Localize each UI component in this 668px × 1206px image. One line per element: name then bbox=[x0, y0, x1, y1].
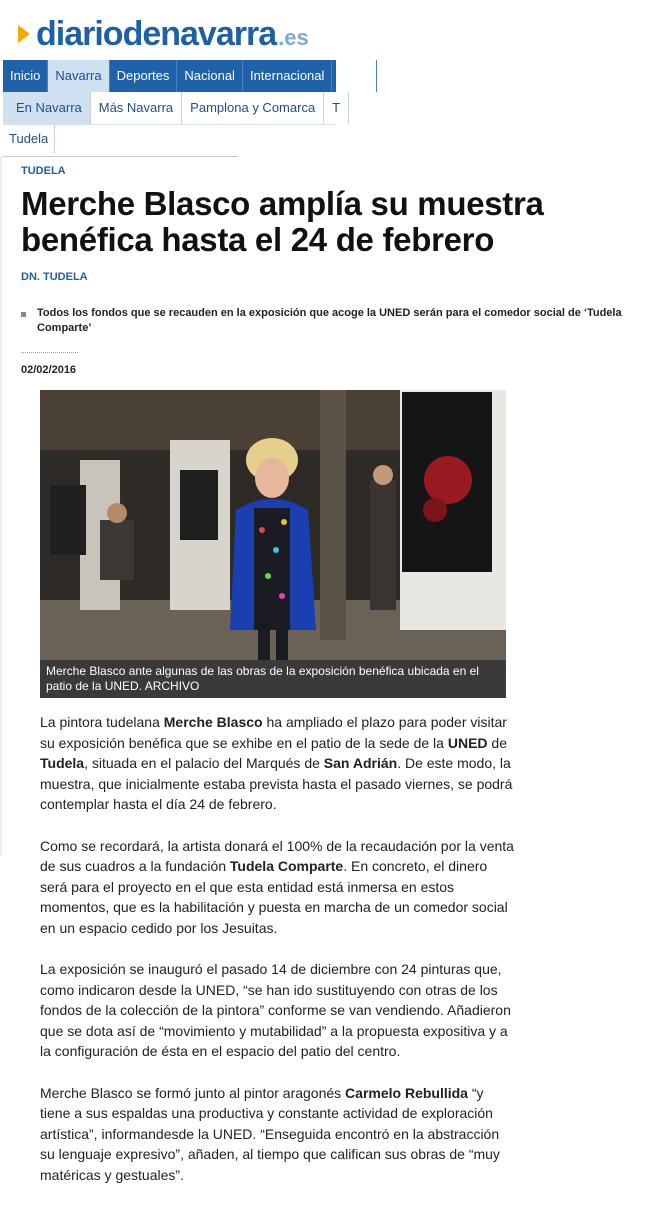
p1-text-g: , situada en el palacio del Marqués de bbox=[84, 755, 324, 771]
summary-text: Todos los fondos que se recauden en la exposición que acoge la UNED serán para el comedor social de ‘Tudela Comparte’ bbox=[37, 307, 622, 334]
nav-item-deportes[interactable]: Deportes bbox=[110, 60, 178, 92]
article-date: 02/02/2016 bbox=[21, 364, 77, 376]
article-section[interactable]: TUDELA bbox=[21, 165, 66, 177]
summary-bullet-icon bbox=[21, 312, 26, 317]
p2-bold-tudela-comparte: Tudela Comparte bbox=[229, 858, 344, 874]
paragraph-1 bbox=[40, 712, 515, 815]
article-body bbox=[40, 712, 515, 1206]
logo-tld: .es bbox=[278, 25, 309, 50]
p1-bold-san-adrian: San Adrián bbox=[323, 755, 398, 771]
locality-navigation bbox=[3, 124, 238, 157]
nav-item-navarra[interactable]: Navarra bbox=[48, 60, 109, 92]
main-navigation bbox=[3, 60, 370, 92]
p1-text-c: ha ampliado el plazo para poder visitar su exposición benéfica que se exhibe en el patio de la sede de la bbox=[40, 714, 507, 751]
p1-bold-merche-blasco: Merche Blasco bbox=[163, 714, 263, 730]
subnav-item-mas-navarra[interactable]: Más Navarra bbox=[91, 92, 182, 124]
p1-text-i: . De este modo, la muestra, que inicialmente estaba prevista hasta el pasado viernes, se podrá contemplar hasta el día 24 de febrero. bbox=[40, 755, 513, 812]
nav-item-nacional[interactable]: Nacional bbox=[177, 60, 243, 92]
article-summary bbox=[21, 306, 661, 336]
article-title: Merche Blasco amplía su muestra benéfica hasta el 24 de febrero bbox=[21, 185, 544, 258]
p4-text-c: “y tiene a sus espaldas una productiva y constante actividad de exploración artística”, informandesde la UNED. “Enseguida encontró en la abstracción su lenguaje expresivo”, añaden, al tiempo que califican sus obras de “muy matéricas y gestuales”. bbox=[40, 1084, 500, 1183]
subnav-item-truncated[interactable]: T bbox=[324, 92, 349, 124]
p1-text-e: de bbox=[487, 734, 507, 751]
photo-caption: Merche Blasco ante algunas de las obras de la exposición benéfica ubicada en el patio de la UNED. ARCHIVO bbox=[40, 660, 506, 698]
paragraph-4 bbox=[40, 1083, 515, 1186]
p1-bold-tudela: Tudela bbox=[40, 755, 85, 771]
divider bbox=[21, 352, 78, 353]
site-logo[interactable] bbox=[18, 14, 309, 54]
logo-arrow-icon bbox=[18, 25, 30, 43]
left-edge-divider bbox=[0, 156, 2, 856]
nav-item-inicio[interactable]: Inicio bbox=[3, 60, 48, 92]
photo-illustration bbox=[40, 390, 506, 660]
logo-name: diariodenavarra bbox=[36, 14, 277, 53]
article-byline: DN. TUDELA bbox=[21, 271, 88, 283]
subnav-item-en-navarra[interactable]: En Navarra bbox=[3, 92, 91, 124]
locality-item-tudela[interactable]: Tudela bbox=[3, 124, 55, 154]
article-photo[interactable] bbox=[40, 390, 506, 660]
p1-text-a: La pintora tudelana bbox=[40, 714, 164, 730]
sub-navigation bbox=[3, 92, 341, 125]
subnav-item-pamplona[interactable]: Pamplona y Comarca bbox=[182, 92, 324, 124]
nav-item-internacional[interactable]: Internacional bbox=[243, 60, 332, 92]
p4-text-a: Merche Blasco se formó junto al pintor aragonés bbox=[40, 1084, 346, 1101]
p2-text-c: . En concreto, el dinero será para el proyecto en el que esta entidad está inmersa en estos momentos, que es la habilitación y puesta en marcha de un comedor social en un espacio cedido por los Jesuitas. bbox=[40, 858, 508, 936]
p2-text-a: Como se recordará, la artista donará el 100% de la recaudación por la venta de sus cuadros a la fundación bbox=[40, 837, 514, 874]
paragraph-2 bbox=[40, 836, 515, 939]
p1-bold-uned: UNED bbox=[447, 734, 488, 751]
p4-bold-carmelo-rebullida: Carmelo Rebullida bbox=[345, 1084, 468, 1101]
paragraph-3: La exposición se inauguró el pasado 14 de diciembre con 24 pinturas que, como indicaron desde la UNED, “se han ido sustituyendo con otras de los fondos de la colección de la pintora” conforme se van vendiendo. Añadieron que se dota así de “movimiento y mutabilidad” a la propuesta expositiva y a la configuración de ésta en el espacio del patio del centro. bbox=[40, 961, 511, 1059]
nav-item-economia[interactable]: Econ bbox=[332, 60, 377, 92]
